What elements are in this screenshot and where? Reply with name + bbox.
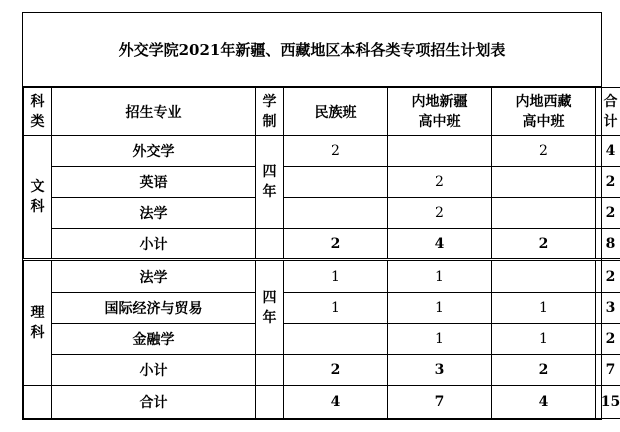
- table-title: 外交学院2021年新疆、西藏地区本科各类专项招生计划表: [23, 13, 601, 87]
- xizang-cell: [492, 167, 596, 198]
- xinjiang-cell: 7: [388, 386, 492, 419]
- total-cell: 2: [596, 260, 620, 293]
- xinjiang-cell: 3: [388, 355, 492, 386]
- total-cell: 3: [596, 293, 620, 324]
- table-row: [24, 136, 620, 167]
- total-cell: 8: [596, 229, 620, 260]
- header-row: [24, 88, 620, 136]
- category-like: 理 科: [24, 260, 52, 386]
- major-cell: 外交学: [52, 136, 256, 167]
- major-cell: 金融学: [52, 324, 256, 355]
- subtotal-label: 小计: [52, 355, 256, 386]
- table-row: [24, 293, 620, 324]
- duration-empty: [256, 355, 284, 386]
- total-cell: 4: [596, 136, 620, 167]
- xinjiang-cell: 4: [388, 229, 492, 260]
- duration-like: 四 年: [256, 260, 284, 355]
- minzu-cell: 1: [284, 293, 388, 324]
- minzu-cell: [284, 324, 388, 355]
- xizang-cell: [492, 198, 596, 229]
- header-duration: 学 制: [256, 88, 284, 136]
- total-cell: 2: [596, 198, 620, 229]
- major-cell: 国际经济与贸易: [52, 293, 256, 324]
- header-xinjiang: 内地新疆 高中班: [388, 88, 492, 136]
- subtotal-row: [24, 229, 620, 260]
- major-cell: 英语: [52, 167, 256, 198]
- grand-total-label: 合计: [52, 386, 256, 419]
- total-cell: 2: [596, 167, 620, 198]
- table-row: [24, 198, 620, 229]
- xizang-cell: 4: [492, 386, 596, 419]
- duration-empty: [256, 386, 284, 419]
- grand-total-row: [24, 386, 620, 419]
- minzu-cell: [284, 198, 388, 229]
- minzu-cell: [284, 167, 388, 198]
- major-cell: 法学: [52, 198, 256, 229]
- total-cell: 7: [596, 355, 620, 386]
- header-total: 合 计: [596, 88, 620, 136]
- total-cell: 2: [596, 324, 620, 355]
- table-row: [24, 324, 620, 355]
- duration-wenke: 四 年: [256, 136, 284, 229]
- xizang-cell: 2: [492, 229, 596, 260]
- header-xizang: 内地西藏 高中班: [492, 88, 596, 136]
- header-major: 招生专业: [52, 88, 256, 136]
- table-row: [24, 167, 620, 198]
- category-wenke: 文 科: [24, 136, 52, 260]
- xinjiang-cell: [388, 136, 492, 167]
- minzu-cell: 2: [284, 355, 388, 386]
- plan-table-frame: [22, 12, 620, 420]
- minzu-cell: 4: [284, 386, 388, 419]
- xizang-cell: [492, 260, 596, 293]
- header-minzu: 民族班: [284, 88, 388, 136]
- major-cell: 法学: [52, 260, 256, 293]
- header-category: 科 类: [24, 88, 52, 136]
- subtotal-row: [24, 355, 620, 386]
- duration-empty: [256, 229, 284, 260]
- xinjiang-cell: 2: [388, 167, 492, 198]
- subtotal-label: 小计: [52, 229, 256, 260]
- minzu-cell: 2: [284, 229, 388, 260]
- minzu-cell: 1: [284, 260, 388, 293]
- enrollment-table: [23, 87, 620, 419]
- xinjiang-cell: 1: [388, 324, 492, 355]
- table-row: [24, 260, 620, 293]
- xizang-cell: 2: [492, 136, 596, 167]
- minzu-cell: 2: [284, 136, 388, 167]
- xinjiang-cell: 1: [388, 260, 492, 293]
- category-empty: [24, 386, 52, 419]
- xizang-cell: 1: [492, 324, 596, 355]
- xinjiang-cell: 2: [388, 198, 492, 229]
- xizang-cell: 1: [492, 293, 596, 324]
- total-cell: 15: [596, 386, 620, 419]
- xinjiang-cell: 1: [388, 293, 492, 324]
- xizang-cell: 2: [492, 355, 596, 386]
